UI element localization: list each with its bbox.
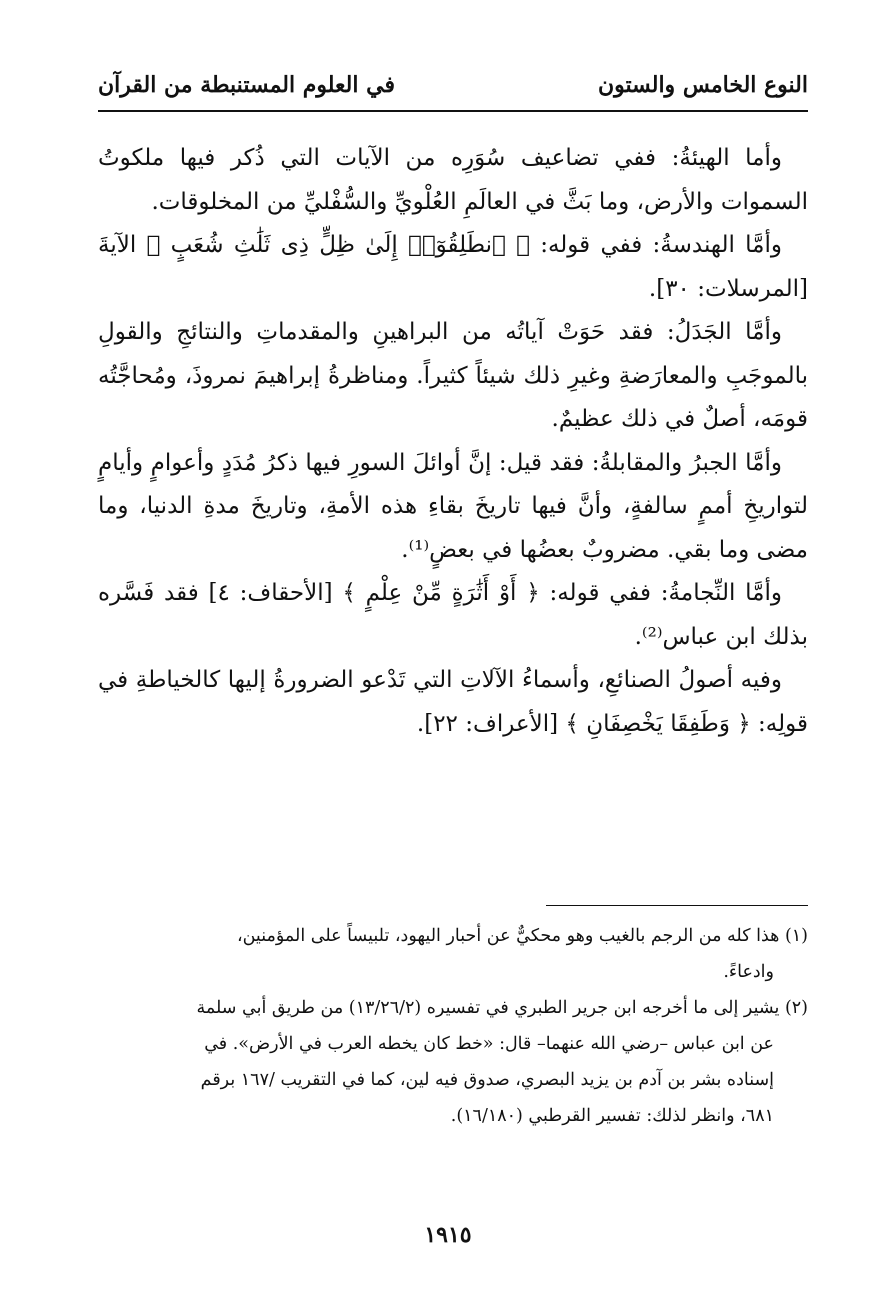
page-number: ١٩١٥ xyxy=(424,1222,472,1248)
paragraph-algebra: وأمَّا الجبرُ والمقابلةُ: فقد قيل: إنَّ أوائلَ السورِ فيها ذكرُ مُدَدٍ وأعوامٍ وأيامٍ لتواريخِ أممٍ سالفةٍ، وأنَّ فيها تاريخَ بقاءِ هذه الأمةِ، وتاريخَ مدةِ الدنيا، وما مضى وما بقي. مضروبٌ بعضُها في بعضٍ⁽¹⁾. xyxy=(98,449,808,563)
paragraph-geometry: وأمَّا الهندسةُ: ففي قوله: ﴿ ٱنطَلِقُوٓا۟ إِلَىٰ ظِلٍّ ذِى ثَلَٰثِ شُعَبٍ ﴾ الآيةَ [المرسلات: ٣٠]. xyxy=(98,232,808,302)
footnote-marker: (٢) xyxy=(784,998,808,1018)
footnote-1 xyxy=(98,918,808,954)
chapter-title: النوع الخامس والستون xyxy=(597,72,808,98)
footnote-line: هذا كله من الرجم بالغيب وهو محكيٌّ عن أحبار اليهود، تلبيساً على المؤمنين، xyxy=(236,926,780,946)
paragraph-crafts: وفيه أصولُ الصنائعِ، وأسماءُ الآلاتِ التي تَدْعو الضرورةُ إليها كالخياطةِ في قولِه: ﴿ وَطَفِقَا يَخْصِفَانِ ﴾ [الأعراف: ٢٢]. xyxy=(98,667,808,737)
footnote-line: إسناده بشر بن آدم بن يزيد البصري، صدوق فيه لين، كما في التقريب /١٦٧ برقم xyxy=(200,1070,774,1090)
paragraph-dialectic: وأمَّا الجَدَلُ: فقد حَوَتْ آياتُه من البراهينِ والمقدماتِ والنتائجِ والقولِ بالموجَبِ والمعارَضةِ وغيرِ ذلك شيئاً كثيراً. ومناظرةُ إبراهيمَ نمروذَ، ومُحاجَّتُه قومَه، أصلٌ في ذلك عظيمٌ. xyxy=(98,319,808,432)
paragraph-astrology: وأمَّا النِّجامةُ: ففي قوله: ﴿ أَوْ أَثَٰرَةٍ مِّنْ عِلْمٍ ﴾ [الأحقاف: ٤] فقد فَسَّره بذلك ابن عباس⁽²⁾. xyxy=(98,580,808,650)
footnote-2 xyxy=(98,990,808,1026)
footnote-line: عن ابن عباس –رضي الله عنهما– قال: «خط كان يخطه العرب في الأرض». في xyxy=(204,1034,774,1054)
footnotes xyxy=(98,918,808,1134)
running-header xyxy=(98,72,808,112)
book-section-title: في العلوم المستنبطة من القرآن xyxy=(98,72,395,98)
footnote-line: وادعاءً. xyxy=(723,962,774,982)
footnote-line: يشير إلى ما أخرجه ابن جرير الطبري في تفسيره (١٣/٢٦/٢) من طريق أبي سلمة xyxy=(196,998,780,1018)
main-text xyxy=(98,137,808,746)
footnote-line: ٦٨١، وانظر لذلك: تفسير القرطبي (١٦/١٨٠). xyxy=(450,1106,774,1126)
footnote-marker: (١) xyxy=(784,926,808,946)
footnote-separator xyxy=(546,905,808,906)
paragraph-astronomy: وأما الهيئةُ: ففي تضاعيف سُوَرِه من الآيات التي ذُكر فيها ملكوتُ السموات والأرض، وما بَثَّ في العالَمِ العُلْويِّ والسُّفْليِّ من المخلوقات. xyxy=(98,145,808,215)
